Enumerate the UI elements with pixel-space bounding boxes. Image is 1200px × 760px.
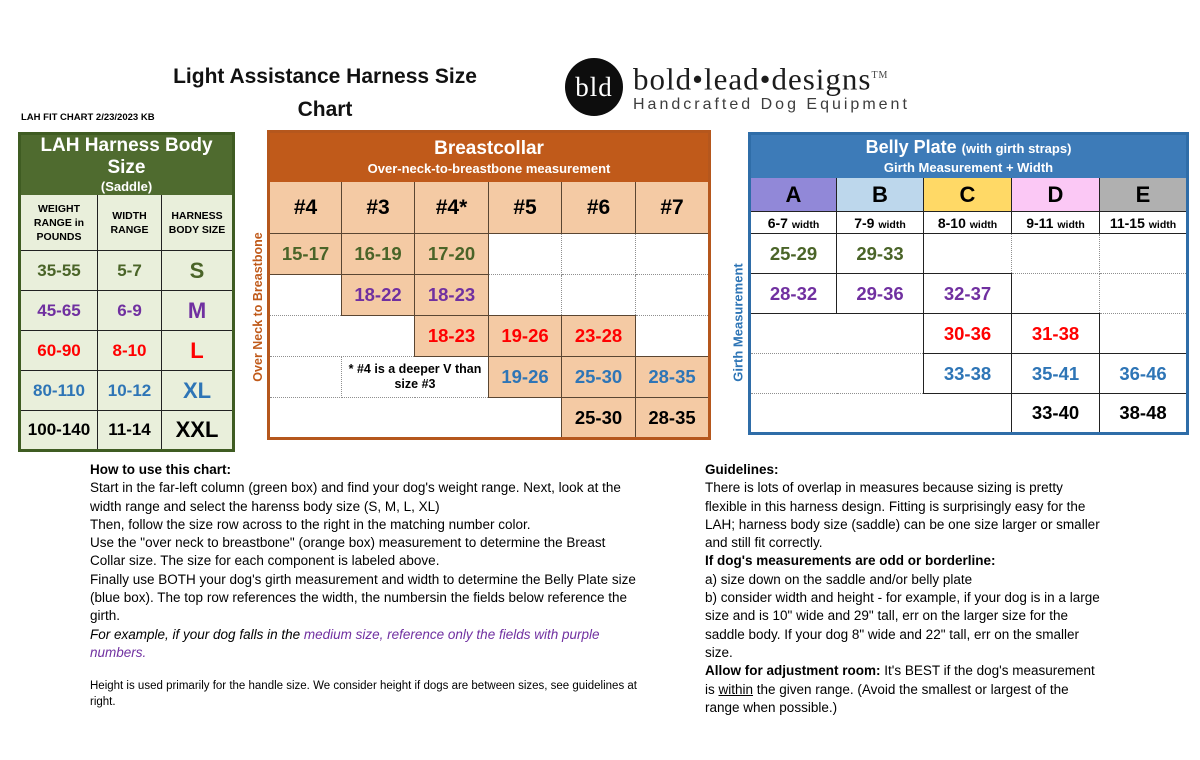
belly-cell: 28-32 — [750, 274, 837, 314]
bc-col-header: #7 — [636, 182, 710, 234]
size-cell: L — [162, 331, 234, 371]
belly-row-l — [750, 314, 1188, 354]
belly-title-note: (with girth straps) — [961, 141, 1072, 156]
bc-cell: 16-19 — [342, 234, 415, 275]
belly-cell: 25-29 — [750, 234, 837, 274]
width-word: width — [1057, 218, 1085, 231]
bc-cell: 25-30 — [562, 398, 636, 439]
height-note: Height is used primarily for the handle size. We consider height if dogs are between sizes, see guidelines at right. — [90, 680, 637, 708]
logo-wordmark-text: bold•lead•designs — [633, 61, 872, 97]
belly-cell: 36-46 — [1100, 354, 1188, 394]
width-cell: 11-14 — [98, 411, 162, 451]
bc-col-header: #3 — [342, 182, 415, 234]
bc-cell: 25-30 — [562, 357, 636, 398]
bc-cell: 18-23 — [415, 316, 489, 357]
bc-row-xxl — [269, 398, 710, 439]
example-black-text: For example, if your dog falls in the — [90, 626, 304, 642]
bc-cell: 17-20 — [415, 234, 489, 275]
weight-cell: 45-65 — [20, 291, 98, 331]
bc-cell: 28-35 — [636, 357, 710, 398]
belly-plate-table — [748, 132, 1189, 435]
belly-cell: 33-38 — [924, 354, 1012, 394]
saddle-table-title — [20, 134, 234, 195]
belly-cell-empty — [750, 354, 924, 394]
logo-tagline: Handcrafted Dog Equipment — [633, 96, 910, 114]
size-cell: XL — [162, 371, 234, 411]
guidelines-adjustment — [705, 662, 1103, 717]
width-word: width — [1148, 218, 1177, 231]
breastcollar-subtitle-text: Over-neck-to-breastbone measurement — [367, 161, 611, 176]
breastcollar-header-row — [269, 182, 710, 234]
bc-col-header: #6 — [562, 182, 636, 234]
logo-wordmark — [633, 60, 910, 95]
bc-cell-empty — [562, 234, 636, 275]
belly-cell-empty — [1100, 234, 1188, 274]
belly-col-header-e: E — [1100, 178, 1188, 212]
belly-row-s — [750, 234, 1188, 274]
bc-cell-empty — [269, 357, 342, 398]
saddle-header-row — [20, 195, 234, 251]
bc-cell-empty — [636, 275, 710, 316]
bc-col-header: #4* — [415, 182, 489, 234]
belly-row-m — [750, 274, 1188, 314]
bc-cell: 19-26 — [489, 357, 562, 398]
bc-row-s — [269, 234, 710, 275]
bc-cell-empty — [562, 275, 636, 316]
adjustment-text-1: It's BEST if the dog's measurement is — [705, 663, 1095, 697]
bc-row-m — [269, 275, 710, 316]
bc-cell: 28-35 — [636, 398, 710, 439]
belly-width-header — [750, 212, 837, 234]
saddle-table — [18, 132, 235, 452]
belly-plate-table-container — [748, 132, 1189, 435]
guidelines-heading: Guidelines: — [705, 462, 779, 477]
belly-width-header — [1012, 212, 1100, 234]
belly-title-text — [751, 136, 1186, 160]
belly-cell-empty — [1100, 314, 1188, 354]
bc-row-l — [269, 316, 710, 357]
how-to-heading: How to use this chart: — [90, 462, 232, 477]
belly-width-header — [924, 212, 1012, 234]
guidelines-section — [705, 461, 1103, 717]
logo-text — [633, 60, 910, 114]
saddle-row-xl — [20, 371, 234, 411]
weight-cell: 60-90 — [20, 331, 98, 371]
how-to-para4: Finally use BOTH your dog's girth measurement and width to determine the Belly Plate size (blue box). The top row references the width, the numbersin the fields below reference the girth. — [90, 571, 636, 624]
bc-cell: 23-28 — [562, 316, 636, 357]
belly-cell-empty — [750, 394, 1012, 434]
bc-col-header: #4 — [269, 182, 342, 234]
saddle-title-text: LAH Harness Body Size — [40, 135, 213, 178]
size-cell: M — [162, 291, 234, 331]
page-title-line2: Chart — [297, 98, 353, 121]
page-title-line1: Light Assistance Harness Size — [173, 65, 477, 88]
saddle-table-container — [18, 132, 235, 452]
belly-cell-empty — [1100, 274, 1188, 314]
breastcollar-side-label: Over Neck to Breastbone — [251, 232, 265, 382]
bc-cell-empty — [636, 234, 710, 275]
width-range: 7-9 — [854, 214, 875, 231]
saddle-subtitle-text: (Saddle) — [100, 179, 153, 194]
fit-chart-version-label: LAH FIT CHART 2/23/2023 KB — [21, 112, 155, 123]
belly-letter-header-row — [750, 178, 1188, 212]
bc-cell: 18-22 — [342, 275, 415, 316]
belly-row-xxl — [750, 394, 1188, 434]
bc-cell: 15-17 — [269, 234, 342, 275]
logo-trademark: TM — [871, 69, 889, 81]
belly-col-header-d: D — [1012, 178, 1100, 212]
bc-deeper-v-note: * #4 is a deeper V than size #3 — [342, 357, 489, 398]
belly-cell: 30-36 — [924, 314, 1012, 354]
how-to-para1: Start in the far-left column (green box) and find your dog's weight range. Next, look at the width range and select the harenss body size (S, M, L, XL) — [90, 480, 621, 514]
saddle-col-header-size: HARNESS BODY SIZE — [162, 195, 234, 251]
saddle-col-header-width: WIDTH RANGE — [98, 195, 162, 251]
width-range: 11-15 — [1109, 214, 1145, 231]
how-to-para2: Then, follow the size row across to the right in the matching number color. — [90, 516, 531, 532]
bc-cell-empty — [636, 316, 710, 357]
saddle-row-xxl — [20, 411, 234, 451]
bc-row-xl — [269, 357, 710, 398]
belly-cell: 33-40 — [1012, 394, 1100, 434]
size-cell: S — [162, 251, 234, 291]
belly-width-header — [1100, 212, 1188, 234]
belly-cell: 31-38 — [1012, 314, 1100, 354]
saddle-row-m — [20, 291, 234, 331]
bc-col-header: #5 — [489, 182, 562, 234]
size-cell: XXL — [162, 411, 234, 451]
width-word: width — [878, 218, 906, 231]
belly-cell: 35-41 — [1012, 354, 1100, 394]
belly-cell-empty — [1012, 234, 1100, 274]
width-range: 6-7 — [767, 214, 788, 231]
width-range: 9-11 — [1026, 214, 1054, 231]
bc-cell-empty — [269, 275, 342, 316]
breastcollar-title-text: Breastcollar — [434, 138, 544, 159]
belly-width-header — [837, 212, 924, 234]
adjustment-bold: Allow for adjustment room: — [705, 663, 881, 679]
bc-cell-empty — [489, 234, 562, 275]
belly-cell: 32-37 — [924, 274, 1012, 314]
guidelines-item-b: b) consider width and height - for example, if your dog is in a large size and is 10" wide and 29" tall, err on the larger size for the saddle body. If your dog 8" wide and 22" tall, err on the smaller size. — [705, 590, 1100, 660]
width-word: width — [969, 218, 998, 231]
brand-logo — [565, 58, 910, 116]
breastcollar-table-container — [267, 130, 711, 440]
width-range: 8-10 — [937, 214, 966, 231]
width-cell: 10-12 — [98, 371, 162, 411]
bc-cell: 18-23 — [415, 275, 489, 316]
how-to-para3: Use the "over neck to breastbone" (orange box) measurement to determine the Breast Collar size. The size for each component is labeled above. — [90, 535, 606, 569]
belly-subtitle-text: Girth Measurement + Width — [883, 160, 1054, 175]
belly-col-header-a: A — [750, 178, 837, 212]
saddle-row-s — [20, 251, 234, 291]
belly-cell-empty — [1012, 274, 1100, 314]
weight-cell: 100-140 — [20, 411, 98, 451]
example-purple-text: medium size, reference only the fields with purple numbers. — [90, 626, 600, 660]
width-word: width — [791, 218, 820, 231]
belly-cell-empty — [750, 314, 924, 354]
width-cell: 8-10 — [98, 331, 162, 371]
belly-plate-side-label: Girth Measurement — [730, 263, 746, 382]
weight-cell: 80-110 — [20, 371, 98, 411]
belly-cell-empty — [924, 234, 1012, 274]
breastcollar-table — [267, 130, 711, 440]
belly-cell: 38-48 — [1100, 394, 1188, 434]
guidelines-odd-heading: If dog's measurements are odd or borderline: — [705, 553, 996, 569]
guidelines-item-a: a) size down on the saddle and/or belly plate — [705, 571, 973, 587]
weight-cell: 35-55 — [20, 251, 98, 291]
saddle-col-header-weight: WEIGHT RANGE in POUNDS — [20, 195, 98, 251]
guidelines-para1: There is lots of overlap in measures because sizing is pretty flexible in this harness design. Fitting is surprisingly easy for the LAH; harness body size (saddle) can be one size larger or smaller and still fit correctly. — [705, 480, 1100, 551]
belly-width-header-row — [750, 212, 1188, 234]
belly-col-header-c: C — [924, 178, 1012, 212]
belly-title-main: Belly Plate — [865, 137, 957, 157]
logo-bld-circle-icon: bld — [565, 58, 623, 116]
adjustment-within: within — [718, 681, 754, 697]
saddle-row-l — [20, 331, 234, 371]
page-title — [120, 60, 530, 126]
bc-cell-empty — [489, 275, 562, 316]
belly-col-header-b: B — [837, 178, 924, 212]
how-to-example — [90, 626, 642, 663]
breastcollar-table-title — [269, 132, 710, 182]
width-cell: 5-7 — [98, 251, 162, 291]
belly-row-xl — [750, 354, 1188, 394]
bc-cell-empty — [269, 316, 415, 357]
how-to-use-section — [90, 461, 642, 710]
belly-plate-table-title — [750, 134, 1188, 178]
width-cell: 6-9 — [98, 291, 162, 331]
bc-cell: 19-26 — [489, 316, 562, 357]
belly-cell: 29-36 — [837, 274, 924, 314]
bc-cell-empty — [269, 398, 562, 439]
adjustment-text-2: the given range. (Avoid the smallest or largest of the range when possible.) — [705, 681, 1069, 715]
belly-cell: 29-33 — [837, 234, 924, 274]
